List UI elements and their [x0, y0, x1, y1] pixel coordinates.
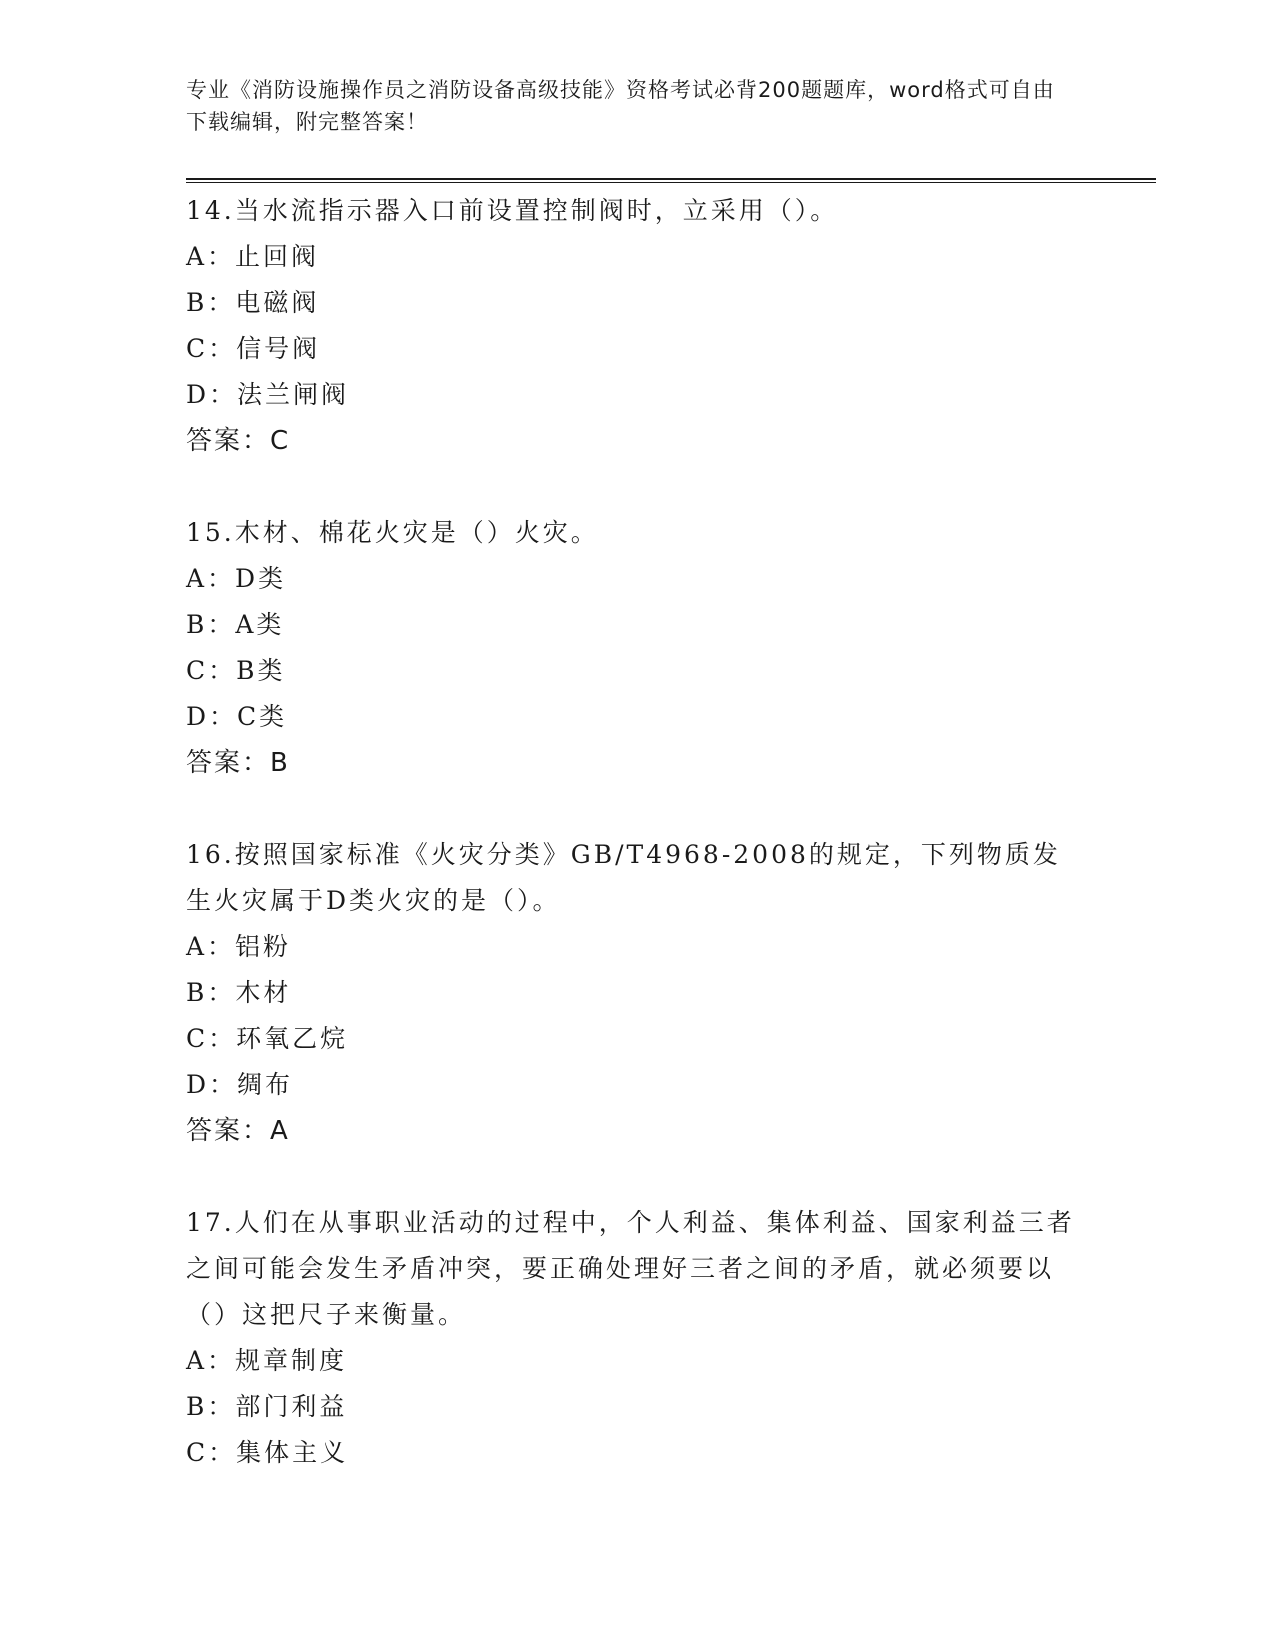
- header-divider: [186, 178, 1156, 183]
- question-stem: 15.木材、棉花火灾是（）火灾。: [186, 518, 599, 547]
- question-14: [186, 188, 1086, 464]
- question-stem: 14.当水流指示器入口前设置控制阀时，立采用（）。: [186, 196, 839, 225]
- answer: 答案：C: [186, 426, 291, 456]
- option-b: B：部门利益: [186, 1392, 348, 1421]
- option-a: A：D类: [186, 564, 287, 593]
- question-15: [186, 510, 1086, 786]
- option-c: C：环氧乙烷: [186, 1024, 349, 1053]
- option-a: A：止回阀: [186, 242, 320, 271]
- option-b: B：电磁阀: [186, 288, 320, 317]
- document-header: 专业《消防设施操作员之消防设备高级技能》资格考试必背200题题库，word格式可自由下载编辑，附完整答案！: [186, 78, 1055, 134]
- option-a: A：规章制度: [186, 1346, 348, 1375]
- option-b: B：木材: [186, 978, 292, 1007]
- option-c: C：集体主义: [186, 1438, 349, 1467]
- answer: 答案：B: [186, 748, 290, 778]
- question-list: [186, 188, 1086, 1476]
- option-d: D：C类: [186, 702, 288, 731]
- option-b: B：A类: [186, 610, 285, 639]
- option-a: A：铝粉: [186, 932, 292, 961]
- question-16: [186, 832, 1086, 1154]
- option-c: C：B类: [186, 656, 286, 685]
- option-d: D：法兰闸阀: [186, 380, 350, 409]
- answer: 答案：A: [186, 1116, 290, 1146]
- question-stem: 16.按照国家标准《火灾分类》GB/T4968-2008的规定，下列物质发生火灾属于D类火灾的是（）。: [186, 840, 1061, 915]
- question-stem: 17.人们在从事职业活动的过程中，个人利益、集体利益、国家利益三者之间可能会发生矛盾冲突，要正确处理好三者之间的矛盾，就必须要以（）这把尺子来衡量。: [186, 1208, 1075, 1329]
- option-d: D：绸布: [186, 1070, 294, 1099]
- option-c: C：信号阀: [186, 334, 321, 363]
- question-17: [186, 1200, 1086, 1476]
